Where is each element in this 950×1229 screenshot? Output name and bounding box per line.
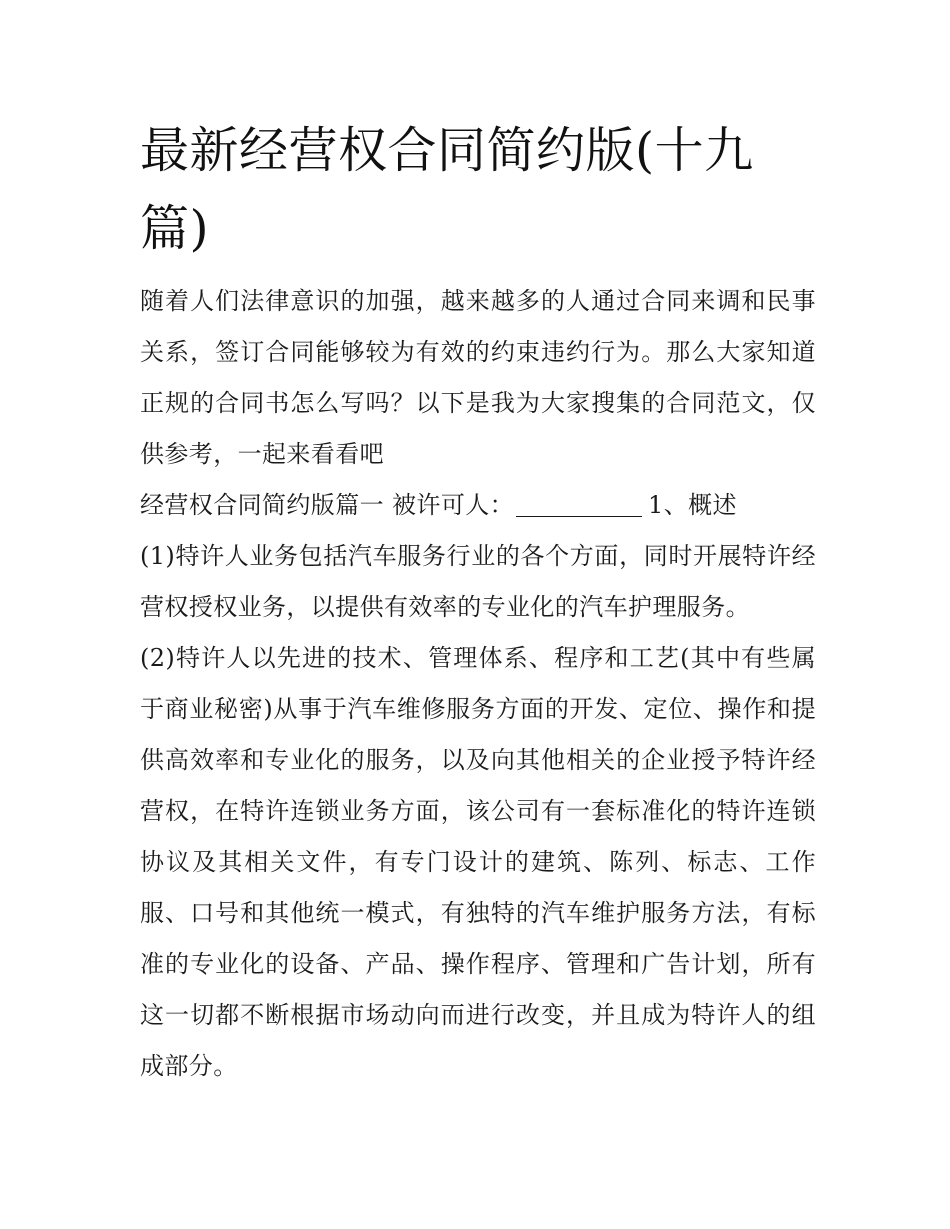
section-heading: 经营权合同简约版篇一 [140, 491, 384, 519]
clause-paragraph-2: (2)特许人以先进的技术、管理体系、程序和工艺(其中有些属于商业秘密)从事于汽车维修服务方面的开发、定位、操作和提供高效率和专业化的服务，以及向其他相关的企业授予特许经营权，在特许连锁业务方面，该公司有一套标准化的特许连锁协议及其相关文件，有专门设计的建筑、陈列、标志、工作服、口号和其他统一模式，有独特的汽车维护服务方法，有标准的专业化的设备、产品、操作程序、管理和广告计划，所有这一切都不断根据市场动向而进行改变，并且成为特许人的组成部分。 [140, 644, 816, 1080]
clause-paragraph-1: (1)特许人业务包括汽车服务行业的各个方面，同时开展特许经营权授权业务，以提供有效率的专业化的汽车护理服务。 [140, 542, 816, 621]
licensee-label: 被许可人： [392, 491, 515, 519]
overview-heading: 1、概述 [648, 491, 737, 519]
document-body [140, 276, 816, 1092]
licensee-blank-line [516, 515, 642, 517]
section-line [140, 480, 816, 531]
intro-paragraph: 随着人们法律意识的加强，越来越多的人通过合同来调和民事关系，签订合同能够较为有效的约束违约行为。那么大家知道正规的合同书怎么写吗？以下是我为大家搜集的合同范文，仅供参考，一起来看看吧 [140, 287, 816, 468]
document-title: 最新经营权合同简约版(十九篇) [140, 122, 754, 257]
